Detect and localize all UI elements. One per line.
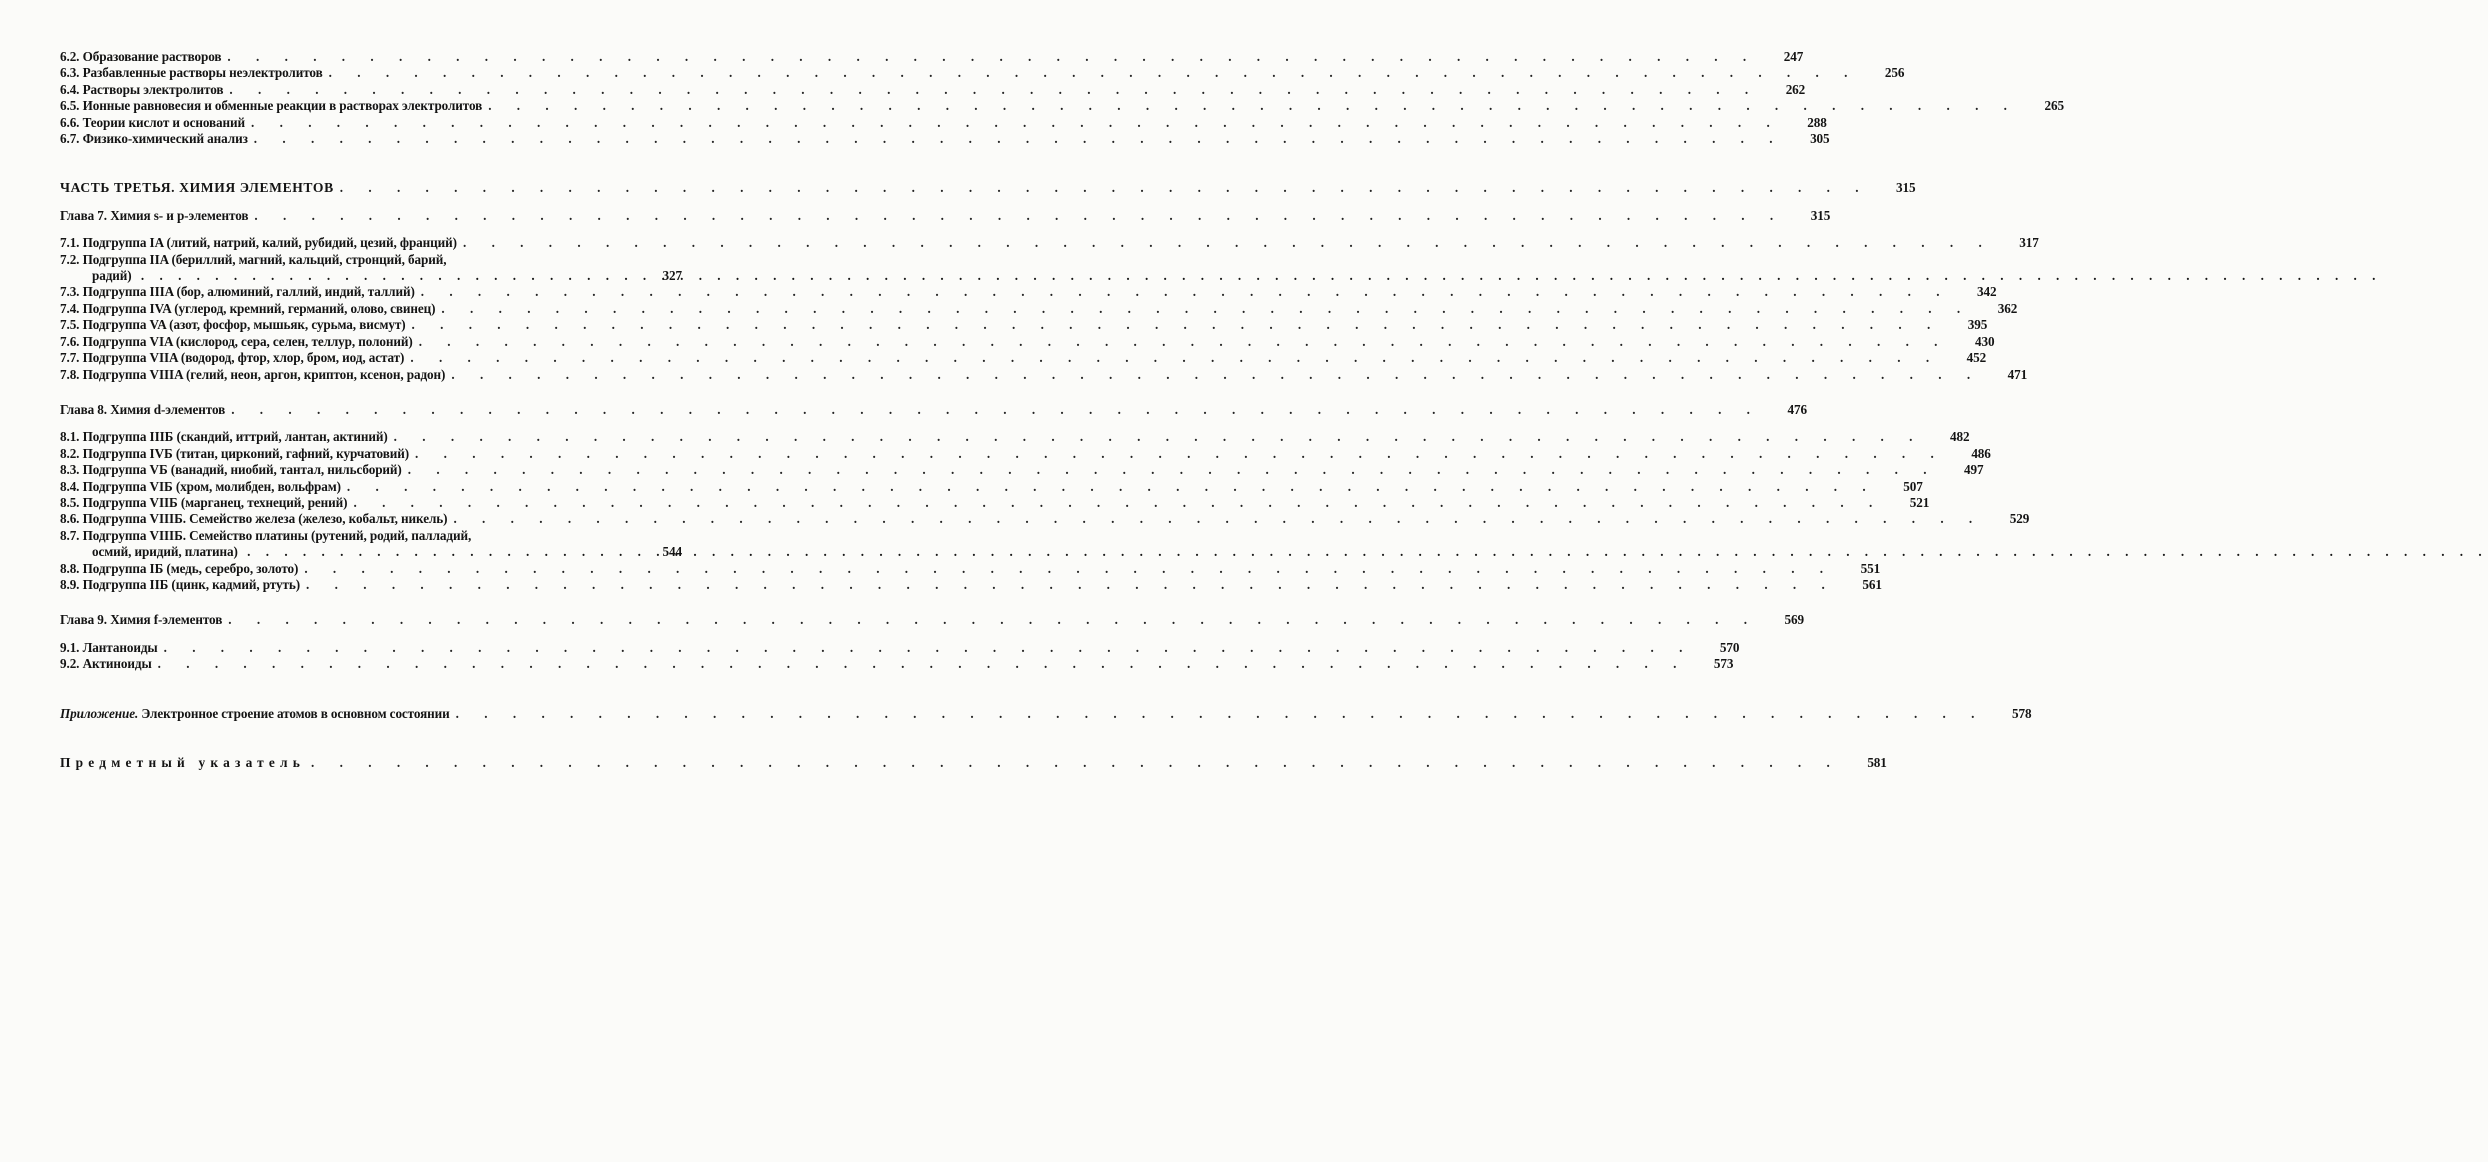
toc-entry[interactable] (60, 462, 1984, 478)
dot-leader: . . . . . . . . . . . . . . . . . . . . . . . . . . . . . . . . . . . . . . . . . . . . . . . . . . . . . . (253, 131, 1784, 147)
toc-entry-title: 7.8. Подгруппа VIIIA (гелий, неон, аргон, криптон, ксенон, радон) (60, 366, 446, 382)
toc-entry-title: 7.3. Подгруппа IIIA (бор, алюминий, галлий, индий, таллий) (60, 284, 415, 300)
page-number: 521 (1909, 494, 1930, 510)
spacer (60, 418, 712, 429)
page-number: 486 (1971, 445, 1991, 461)
dot-leader: . . . . . . . . . . . . . . . . . . . . . . . . . . . . . . . . . . . . . . . . . . . . . . . . . . . . . . (420, 284, 1951, 300)
dot-leader: . . . . . . . . . . . . . . . . . . . . . . . . . . . . . . . . . . . . . . . . . . . . . . . . . . . . . . (163, 639, 1694, 655)
toc-entry-title: 6.2. Образование растворов (60, 49, 222, 64)
page-number: 570 (1719, 639, 1740, 655)
page-number: 342 (1977, 284, 1997, 300)
page-number: 476 (1787, 401, 1807, 417)
toc-entry-title: 6.3. Разбавленные растворы неэлектролитов (60, 65, 323, 81)
toc-entry[interactable] (60, 656, 1734, 672)
toc-entry-line: 8.7. Подгруппа VIIIБ. Семейство платины (рутений, родий, палладий, (60, 527, 472, 543)
toc-entry-title (60, 252, 636, 285)
dot-leader: . . . . . . . . . . . . . . . . . . . . . . . . . . . . . . . . . . . . . . . . . . . . . . . . . . . . . . (339, 180, 1870, 196)
toc-entry-title: 8.6. Подгруппа VIIIБ. Семейство железа (железо, кобальт, никель) (60, 511, 448, 527)
toc-entry-title: 9.1. Лантаноиды (60, 639, 158, 655)
spacer (60, 593, 712, 612)
toc-entry[interactable] (60, 98, 2064, 114)
page-number: 256 (1884, 65, 1905, 81)
dot-leader: . . . . . . . . . . . . . . . . . . . . . . . . . . . . . . . . . . . . . . . . . . . . . . . . . . . . . . (346, 478, 1877, 494)
toc-part[interactable] (60, 180, 1916, 196)
toc-entry-continuation: радий) . . . (60, 268, 636, 284)
dot-leader: . . . . . . . . . . . . . . . . . . . . . . . . . . . . . . . . . . . . . . . . . . . . . . . . . . . . . . (328, 65, 1859, 81)
page-number: 315 (1810, 207, 1831, 223)
page-number: 482 (1949, 429, 1970, 445)
dot-leader: . . . . . . . . . . . . . . . . . . . . . . . . . . . . . . . . . . . . . . . . . . . . . . . . . . . . . . (306, 576, 1836, 592)
toc-entry-title: 7.1. Подгруппа IA (литий, натрий, калий, рубидий, цезий, франций) (60, 235, 457, 251)
toc-entry[interactable] (60, 429, 1970, 445)
spacer (60, 722, 712, 755)
toc-entry-title: 8.2. Подгруппа IVБ (титан, цирконий, гафний, курчатовий) (60, 445, 410, 461)
dot-leader: . . . . . . . . . . . . . . . . . . . . . . . . . . . . . . . . . . . . . . . . . . . . . . . . . . . . . . (418, 333, 1949, 349)
dot-leader: . . . . . . . . . . . . . . . . . . . . . . . . . . . . . . . . . . . . . . . . . . . . . . . . . . . . . . (488, 98, 2018, 114)
toc-wrap[interactable] (60, 528, 712, 561)
toc-entry-title: 8.9. Подгруппа IIБ (цинк, кадмий, ртуть) (60, 576, 301, 592)
toc-entry-title: 8.8. Подгруппа IБ (медь, серебро, золото) (60, 560, 299, 576)
page-number: 262 (1785, 81, 1806, 97)
toc-entry[interactable] (60, 494, 1930, 511)
toc-entry[interactable] (60, 478, 1923, 495)
page-number: 430 (1974, 333, 1995, 349)
toc-entry-title: 8.3. Подгруппа VБ (ванадий, ниобий, тантал, нильсборий) (60, 462, 402, 478)
dot-leader: . . . . . . . . . . . . . . . . . . . . . . . . . . . . . . . . . . . . . . . . . . . . . . . . . . . . . . (441, 300, 1972, 316)
dot-leader: . . . . . . . . . . . . . . . . . . . . . . . . . . . . . . . . . . . . . . . . . . . . . . . . . . . . . . (353, 494, 1884, 510)
dot-leader: . . . . . . . . . . . . . . . . . . . . . . . . . . . . . . . . . . . . . . . . . . . . . . . . . . . . . . (157, 656, 1688, 672)
toc-entry-continuation: осмий, иридий, платина) . . . (60, 544, 636, 560)
toc-entry-title: 6.5. Ионные равновесия и обменные реакции в растворах электролитов (60, 98, 483, 114)
dot-leader: . . . . . . . . . . . . . . . . . . . . . . . . . . . . . . . . . . . . . . . . . . . . . . . . . . . . . . (407, 462, 1938, 478)
toc-chapter[interactable] (60, 612, 1805, 628)
toc-entry-title: 7.7. Подгруппа VIIA (водород, фтор, хлор, бром, иод, астат) (60, 350, 405, 366)
spacer (60, 629, 712, 640)
page-number: 327 (662, 268, 682, 284)
page-number: 362 (1997, 300, 2018, 316)
dot-leader: . . . . . . . . . . . . . . . . . . . . . . . . . . . . . . . . . . . . . . . . . . . . . . . . . . . . . . (227, 49, 1758, 64)
toc-subject[interactable] (60, 755, 1887, 771)
page-number: 265 (2044, 98, 2064, 114)
dot-leader: . . . . . . . . . . . . . . . . . . . . . . . . . . . . . . . . . . . . . . . . . . . . . . . . . . . . . . (304, 560, 1835, 576)
toc-entry-title: Глава 9. Химия f-элементов (60, 612, 223, 628)
spacer (60, 383, 712, 402)
dot-leader: . . . . . . . . . . . . . . . . . . . . . . . . . . . . . . . . . . . . . . . . . . . . . . . . . . . . . . (453, 511, 1984, 527)
toc-entry[interactable] (60, 366, 2028, 383)
toc-entry[interactable] (60, 576, 1882, 593)
page-number: 578 (2011, 705, 2032, 721)
dot-leader: . . . . . . . . . . . . . . . . . . . . . . . . . . . . . . . . . . . . . . . . . . . . . . . . . . . . . . (411, 317, 1942, 333)
page-number: 471 (2007, 366, 2028, 382)
toc-entry[interactable] (60, 81, 1806, 98)
spacer (60, 147, 712, 180)
page-number: 247 (1783, 49, 1804, 64)
toc-entry[interactable] (60, 114, 1827, 131)
toc-entry-title: 8.1. Подгруппа IIIБ (скандий, иттрий, лантан, актиний) (60, 429, 388, 445)
toc-entry-title: 8.5. Подгруппа VIIБ (марганец, технеций, рений) (60, 494, 348, 510)
toc-entry-title: 6.6. Теории кислот и оснований (60, 114, 246, 130)
dot-leader: . . . . . . . . . . . . . . . . . . . . . . . . . . . . . . . . . . . . . . . . . . . . . . . . . . . . . . (451, 366, 1982, 382)
page-number: 507 (1903, 478, 1923, 494)
toc-entry[interactable] (60, 49, 1804, 65)
dot-leader: . . . . . . . . . . . . . . . . . . . . . . . . . . . . . . . . . . . . . . . . . . . . . . . . . . . . . . (251, 114, 1781, 130)
toc-entry-title: 7.4. Подгруппа IVA (углерод, кремний, германий, олово, свинец) (60, 300, 436, 316)
toc-entry-title: 8.4. Подгруппа VIБ (хром, молибден, вольфрам) (60, 478, 341, 494)
page-number: 288 (1807, 114, 1827, 130)
page-number: 317 (2019, 235, 2039, 251)
dot-leader: . . . . . . . . . . . . . . . . . . . . . . . . . . . . . . . . . . . . . . . . . . . . . . . . . . . . . . (415, 445, 1945, 461)
toc-entry-line: 7.2. Подгруппа IIA (бериллий, магний, кальций, стронций, барий, (60, 251, 447, 267)
spacer (60, 224, 712, 235)
page-number: 551 (1860, 560, 1881, 576)
spacer (60, 673, 712, 706)
toc-entry-title: 7.6. Подгруппа VIA (кислород, сера, селен, теллур, полоний) (60, 333, 413, 349)
toc-wrap[interactable] (60, 252, 712, 285)
dot-leader: . . . . . . . . . . . . . . . . . . . . . . . . . . . . . . . . . . . . . . . . . . . . . . . . . . . . . . (254, 207, 1785, 223)
page-number: 497 (1964, 462, 1984, 478)
toc-entry-title: 9.2. Актиноиды (60, 656, 152, 672)
toc-entry[interactable] (60, 131, 1830, 147)
toc-entry-title: Глава 8. Химия d-элементов (60, 401, 226, 417)
page-number: 305 (1810, 131, 1830, 147)
page-number: 395 (1967, 317, 1988, 333)
dot-leader: . . . . . . . . . . . . . . . . . . . . . . . . . . . . . . . . . . . . . . . . . . . . . . . . . . . . . . (410, 350, 1941, 366)
page-number: 573 (1713, 656, 1734, 672)
toc-entry[interactable] (60, 235, 2039, 251)
toc-chapter[interactable] (60, 207, 1831, 224)
dot-leader: . . . . . . . . . . . . . . . . . . . . . . . . . . . . . . . . . . . . . . . . . . . . . . . . . . . . . . (229, 81, 1760, 97)
toc-appendix[interactable] (60, 705, 2032, 722)
dot-leader: . . . . . . . . . . . . . . . . . . . . . . . . . . . . . . . . . . . . . . . . . . . . . . . . . . . . . . (228, 612, 1759, 628)
toc-entry-title: 7.5. Подгруппа VA (азот, фосфор, мышьяк, сурьма, висмут) (60, 317, 406, 333)
toc-entry-title (60, 528, 636, 561)
toc-entry[interactable] (60, 317, 1988, 333)
toc-entry[interactable] (60, 560, 1881, 577)
dot-leader: . . . . . . . . . . . . . . . . . . . . . . . . . . . . . . . . . . . . . . . . . . . . . . . . . . . . . . (311, 755, 1841, 770)
toc-entry-title: 6.4. Растворы электролитов (60, 81, 224, 97)
toc-entry[interactable] (60, 300, 2018, 317)
page-number: 452 (1966, 350, 1987, 366)
dot-leader: . . . . . . . . . . . . . . . . . . . . . . . . . . . . . . . . . . . . . . . . . . . . . . . . . . . . . . (231, 401, 1761, 417)
page-number: 544 (662, 544, 682, 560)
dot-leader: . . . . . . . . . . . . . . . . . . . . . . . . . . . . . . . . . . . . . . . . . . . . . . . . . . . . . . (455, 705, 1986, 721)
page-number: 315 (1896, 180, 1916, 196)
appendix-label: Приложение. (60, 705, 139, 721)
appendix-title: Электронное строение атомов в основном состоянии (141, 705, 450, 721)
toc-entry-title: Предметный указатель (60, 755, 306, 770)
toc-entry[interactable] (60, 65, 1905, 81)
toc-entry[interactable] (60, 511, 2030, 527)
page-number: 529 (2009, 511, 2030, 527)
spacer (60, 197, 712, 208)
toc-chapter[interactable] (60, 401, 1807, 418)
table-of-contents (60, 49, 2064, 771)
toc-entry[interactable] (60, 350, 1987, 366)
toc-entry[interactable] (60, 284, 1997, 300)
page-number: 561 (1862, 576, 1882, 592)
page-number: 581 (1867, 755, 1887, 770)
dot-leader: . . . . . . . . . . . . . . . . . . . . . . . . . . . . . . . . . . . . . . . . . . . . . . . . . . . . . . (393, 429, 1924, 445)
toc-entry-title: ЧАСТЬ ТРЕТЬЯ. ХИМИЯ ЭЛЕМЕНТОВ (60, 180, 334, 196)
toc-entry-title (60, 706, 450, 722)
toc-entry[interactable] (60, 639, 1740, 656)
toc-entry[interactable] (60, 445, 1991, 462)
toc-entry-title: 6.7. Физико-химический анализ (60, 131, 248, 147)
page-number: 569 (1784, 612, 1805, 628)
dot-leader: . . . . . . . . . . . . . . . . . . . . . . . . . . . . . . . . . . . . . . . . . . . . . . . . . . . . . . (462, 235, 1993, 251)
toc-entry[interactable] (60, 333, 1995, 350)
toc-entry-title: Глава 7. Химия s- и p-элементов (60, 207, 249, 223)
